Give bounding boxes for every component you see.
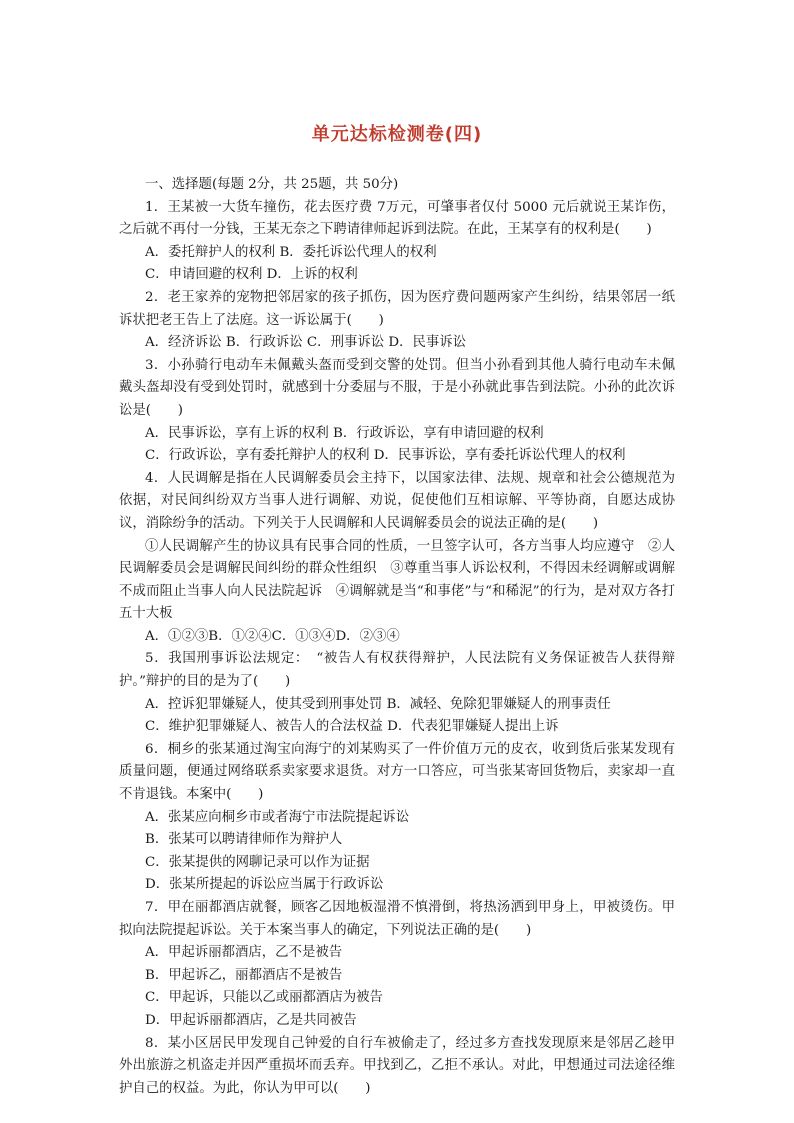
- question-list: [119, 197, 675, 1101]
- answer-option: A．控诉犯罪嫌疑人，使其受到刑事处罚 B．减轻、免除犯罪嫌疑人的刑事责任: [145, 696, 611, 712]
- answer-option: D．张某所提起的诉讼应当属于行政诉讼: [145, 877, 384, 893]
- question-block: [119, 355, 675, 468]
- answer-option: A．经济诉讼 B．行政诉讼 C．刑事诉讼 D．民事诉讼: [145, 335, 467, 351]
- answer-option: C．维护犯罪嫌疑人、被告人的合法权益 D．代表犯罪嫌疑人提出上诉: [145, 719, 559, 735]
- section-heading: 一、选择题(每题 2分，共 25题，共 50分): [145, 177, 399, 192]
- question-stem: 7．甲在丽都酒店就餐，顾客乙因地板湿滑不慎滑倒，将热汤洒到甲身上，甲被烫伤。甲拟向法院提起诉讼。关于本案当事人的确定，下列说法正确的是( ): [119, 900, 675, 938]
- question-block: [119, 1033, 675, 1101]
- document-page: [119, 120, 675, 1100]
- answer-option: A．甲起诉丽都酒店，乙不是被告: [145, 945, 343, 961]
- question-block: [119, 897, 675, 1033]
- question-stem: 2．老王家养的宠物把邻居家的孩子抓伤，因为医疗费问题两家产生纠纷，结果邻居一纸诉状把老王告上了法庭。这一诉讼属于( ): [119, 289, 675, 328]
- question-stem: 6．桐乡的张某通过淘宝向海宁的刘某购买了一件价值万元的皮衣，收到货后张某发现有质量问题，便通过网络联系卖家要求退货。对方一口答应，可当张某寄回货物后，卖家却一直不肯退钱。本案中( ): [119, 741, 675, 803]
- question-block: [119, 468, 675, 649]
- question-stem: 3．小孙骑行电动车未佩戴头盔而受到交警的处罚。但当小孙看到其他人骑行电动车未佩戴头盔却没有受到处罚时，就感到十分委屈与不服，于是小孙就此事告到法院。小孙的此次诉讼是( ): [119, 357, 675, 418]
- question-stem: 1．王某被一大货车撞伤，花去医疗费 7万元，可肇事者仅付 5000 元后就说王某诈伤，之后就不再付一分钱，王某无奈之下聘请律师起诉到法院。在此，王某享有的权利是( ): [119, 199, 675, 238]
- answer-option: B．甲起诉乙，丽都酒店不是被告: [145, 967, 343, 983]
- question-block: [119, 739, 675, 897]
- question-stem: 5．我国刑事诉讼法规定： “被告人有权获得辩护，人民法院有义务保证被告人获得辩护。”辩护的目的是为了( ): [119, 651, 675, 690]
- answer-option: C．申请回避的权利 D．上诉的权利: [145, 267, 358, 283]
- answer-option: C．行政诉讼，享有委托辩护人的权利 D．民事诉讼，享有委托诉讼代理人的权利: [145, 448, 626, 464]
- question-block: [119, 197, 675, 287]
- question-block: [119, 648, 675, 738]
- answer-option: C．张某提供的网聊记录可以作为证据: [145, 854, 370, 870]
- answer-option: D．甲起诉丽都酒店，乙是共同被告: [145, 1012, 357, 1028]
- answer-option: A．民事诉讼，享有上诉的权利 B．行政诉讼，享有申请回避的权利: [145, 425, 544, 441]
- answer-option: C．甲起诉，只能以乙或丽都酒店为被告: [145, 990, 383, 1006]
- question-statements: ①人民调解产生的协议具有民事合同的性质，一旦签字认可，各方当事人均应遵守 ②人民调解委员会是调解民间纠纷的群众性组织 ③尊重当事人诉讼权利，不得因未经调解或调解不成而阻止当事人向人民法院起诉 ④调解就是当“和事佬”与“和稀泥”的行为，是对双方各打五十大板: [119, 538, 675, 622]
- question-stem: 4．人民调解是指在人民调解委员会主持下，以国家法律、法规、规章和社会公德规范为依据，对民间纠纷双方当事人进行调解、劝说，促使他们互相谅解、平等协商，自愿达成协议，消除纷争的活动。下列关于人民调解和人民调解委员会的说法正确的是( ): [119, 470, 675, 531]
- question-block: [119, 287, 675, 355]
- answer-option: A．①②③B．①②④C．①③④D．②③④: [145, 628, 400, 644]
- question-stem: 8．某小区居民甲发现自己钟爱的自行车被偷走了，经过多方查找发现原来是邻居乙趁甲外出旅游之机盗走并因严重损坏而丢弃。甲找到乙，乙拒不承认。对此，甲想通过司法途径维护自己的权益。为此，你认为甲可以( ): [119, 1035, 675, 1096]
- answer-option: B．张某可以聘请律师作为辩护人: [145, 832, 343, 848]
- answer-option: A．委托辩护人的权利 B．委托诉讼代理人的权利: [145, 244, 437, 260]
- page-title: 单元达标检测卷(四): [311, 124, 483, 145]
- answer-option: A．张某应向桐乡市或者海宁市法院提起诉讼: [145, 809, 410, 825]
